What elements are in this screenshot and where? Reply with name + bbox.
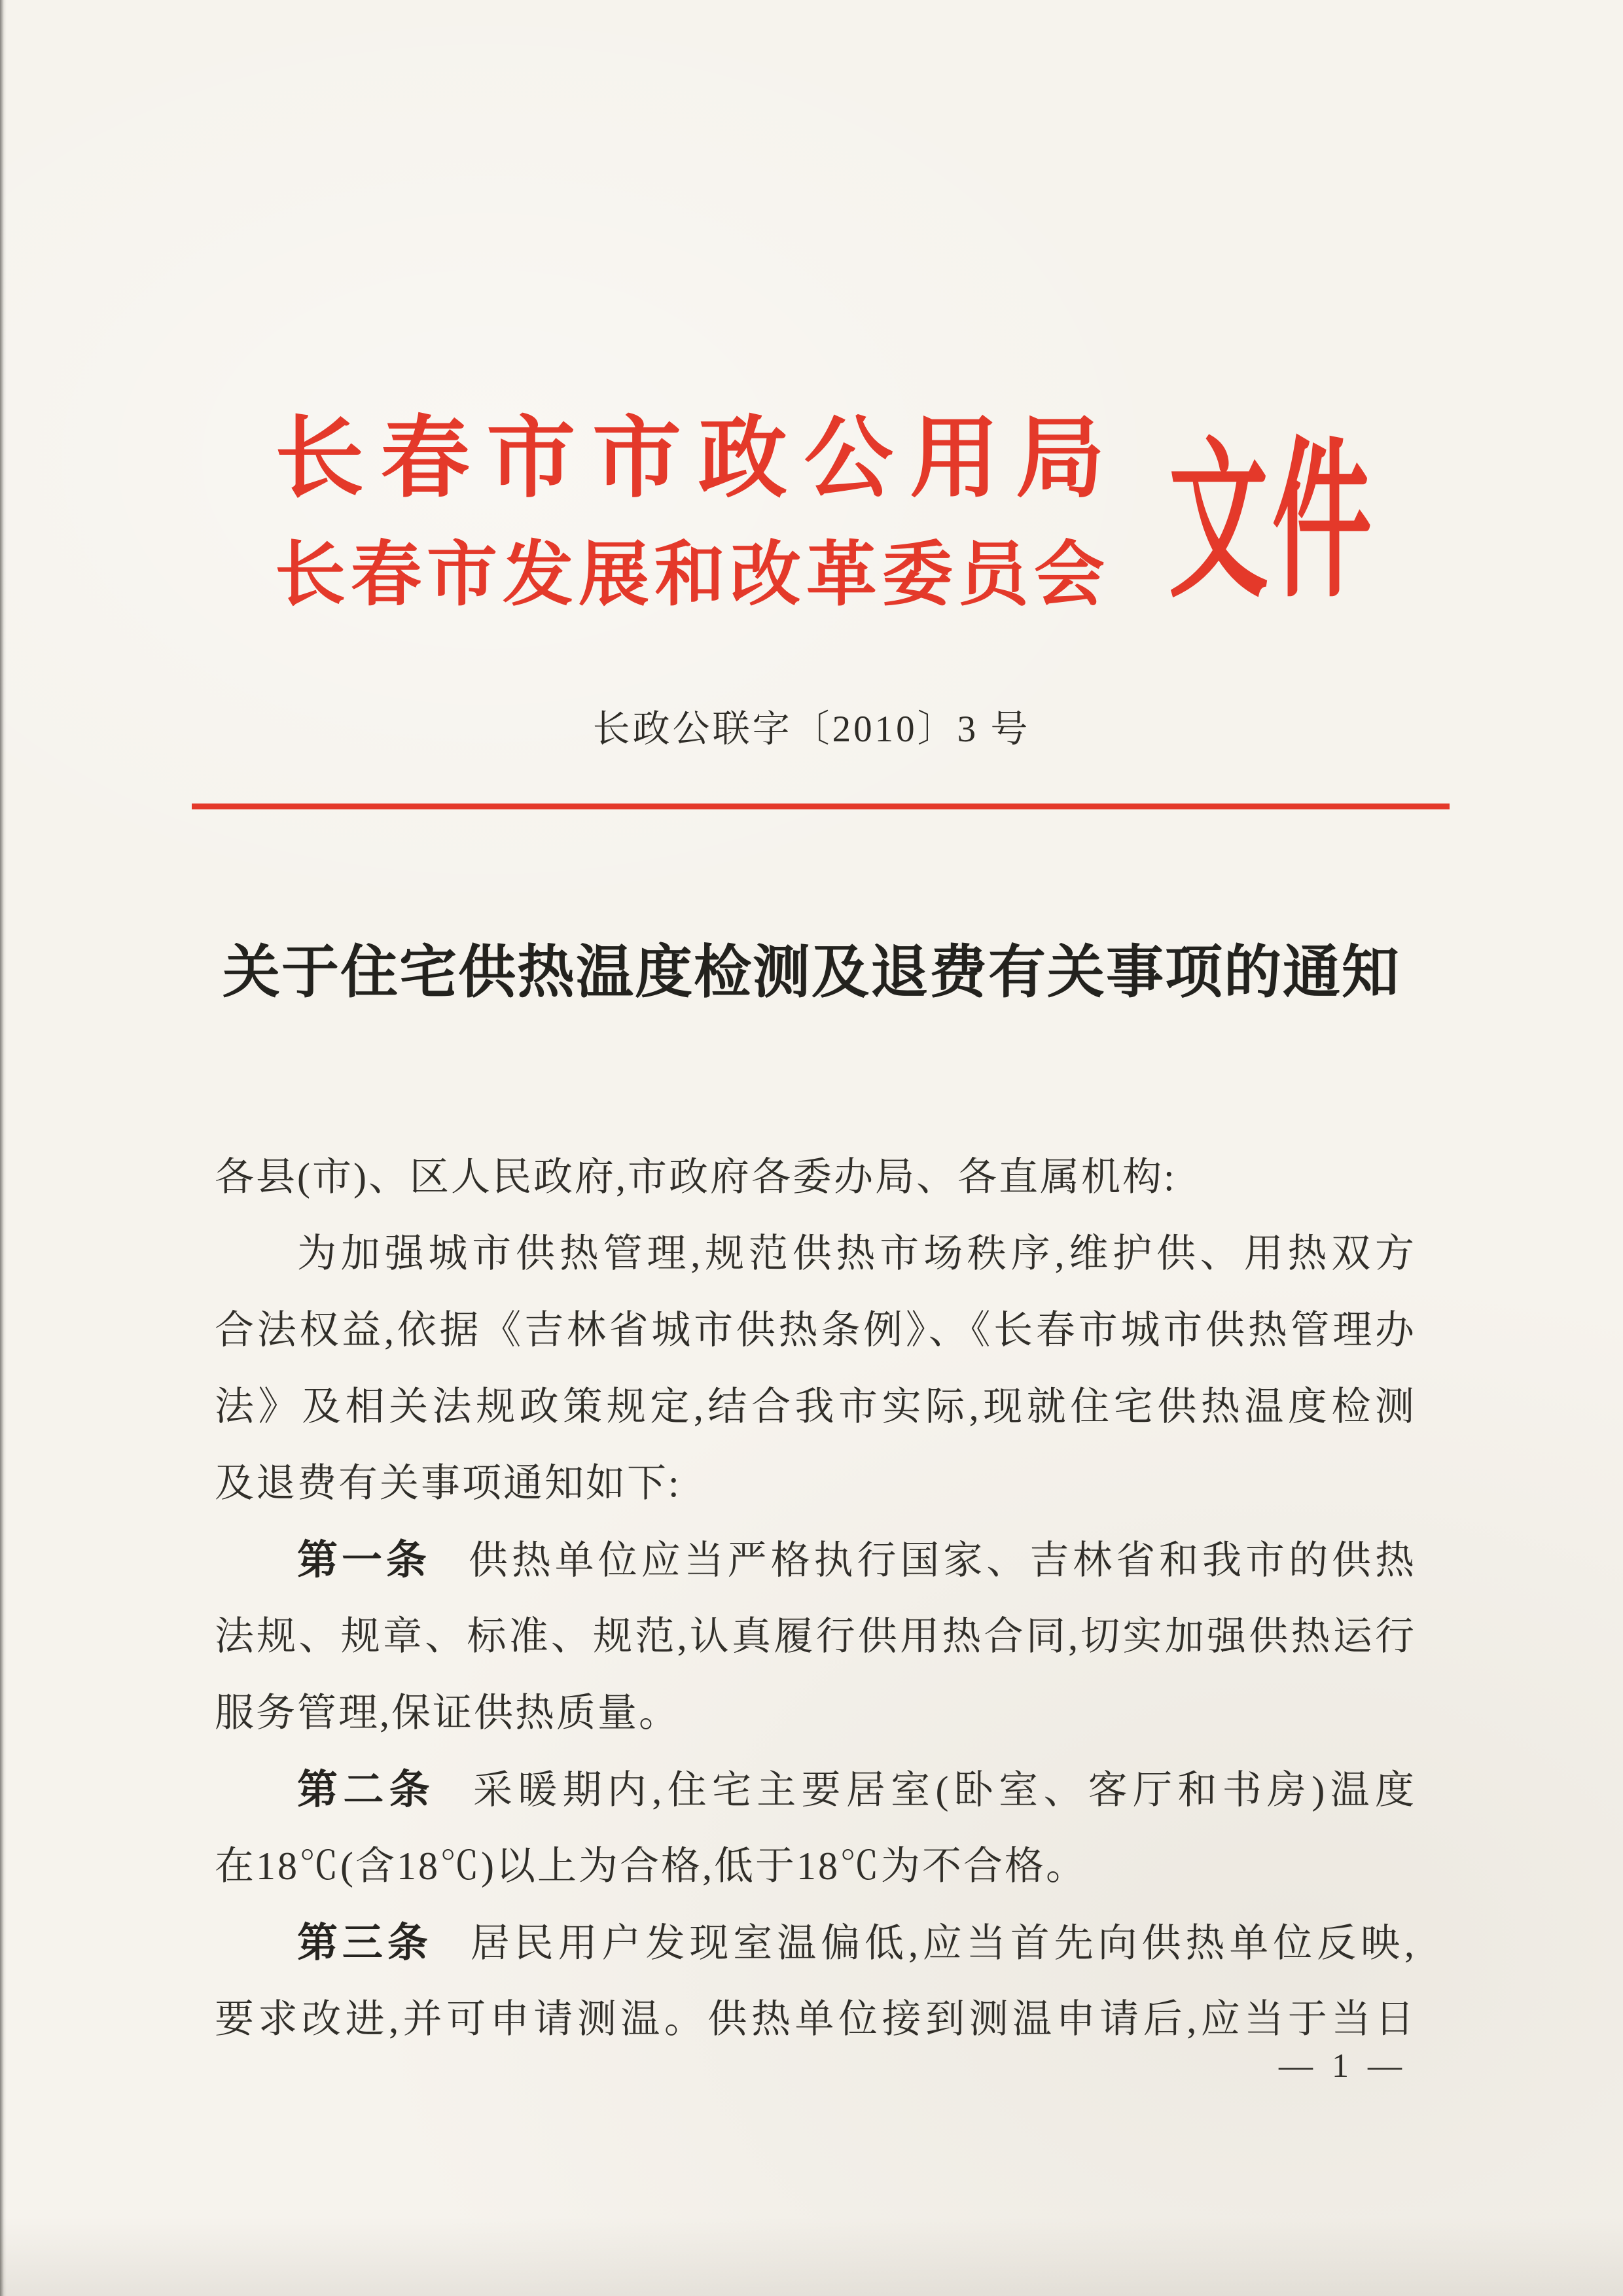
body-line <box>215 1598 1416 1675</box>
body-line <box>215 1445 1416 1522</box>
body-line-text: 各县(市)、区人民政府,市政府各委办局、各直属机构: <box>215 1156 1177 1199</box>
body-line <box>215 1216 1416 1292</box>
body-line-text: 及退费有关事项通知如下: <box>215 1462 681 1505</box>
body-line-article-2 <box>215 1752 1416 1828</box>
letterhead-doc-type: 文件 <box>1169 428 1376 618</box>
article-number: 第二条 <box>297 1767 435 1812</box>
body-line-text: 在18℃(含18℃)以上为合格,低于18℃为不合格。 <box>215 1845 1087 1888</box>
document-body <box>215 1139 1416 2058</box>
body-line-article-3 <box>215 1905 1416 1981</box>
letterhead-org-line1: 长 春 市 市 政 公 用 局 <box>275 410 1105 508</box>
body-line-text: 服务管理,保证供热质量。 <box>215 1691 680 1735</box>
body-line-text: 居民用户发现室温偏低,应当首先向供热单位反映, <box>470 1922 1416 1965</box>
letterhead-org-line2: 长 春 市 发 展 和 改 革 委 员 会 <box>275 537 1105 614</box>
body-line-text: 供热单位应当严格执行国家、吉林省和我市的供热 <box>468 1539 1416 1582</box>
body-line <box>215 1292 1416 1369</box>
body-line-salutation <box>215 1139 1416 1216</box>
body-line-text: 为加强城市供热管理,规范供热市场秩序,维护供、用热双方 <box>297 1232 1416 1275</box>
body-line <box>215 1828 1416 1905</box>
document-title: 关于住宅供热温度检测及退费有关事项的通知 <box>222 940 1400 1004</box>
doc-number: 长政公联字〔2010〕3 号 <box>592 709 1031 750</box>
body-line-text: 法》及相关法规政策规定,结合我市实际,现就住宅供热温度检测 <box>215 1385 1416 1428</box>
body-line <box>215 1981 1416 2058</box>
red-divider-rule <box>192 804 1450 809</box>
article-number: 第三条 <box>297 1920 433 1966</box>
body-line-article-1 <box>215 1522 1416 1598</box>
body-line <box>215 1675 1416 1752</box>
body-line <box>215 1369 1416 1445</box>
body-line-text: 合法权益,依据《吉林省城市供热条例》、《长春市城市供热管理办 <box>215 1309 1416 1352</box>
page-number: — 1 — <box>1279 2047 1407 2085</box>
article-number: 第一条 <box>297 1538 431 1583</box>
body-line-text: 要求改进,并可申请测温。供热单位接到测温申请后,应当于当日 <box>215 1998 1416 2041</box>
body-line-text: 法规、规章、标准、规范,认真履行供用热合同,切实加强供热运行 <box>215 1615 1416 1658</box>
body-line-text: 采暖期内,住宅主要居室(卧室、客厅和书房)温度 <box>473 1769 1416 1812</box>
